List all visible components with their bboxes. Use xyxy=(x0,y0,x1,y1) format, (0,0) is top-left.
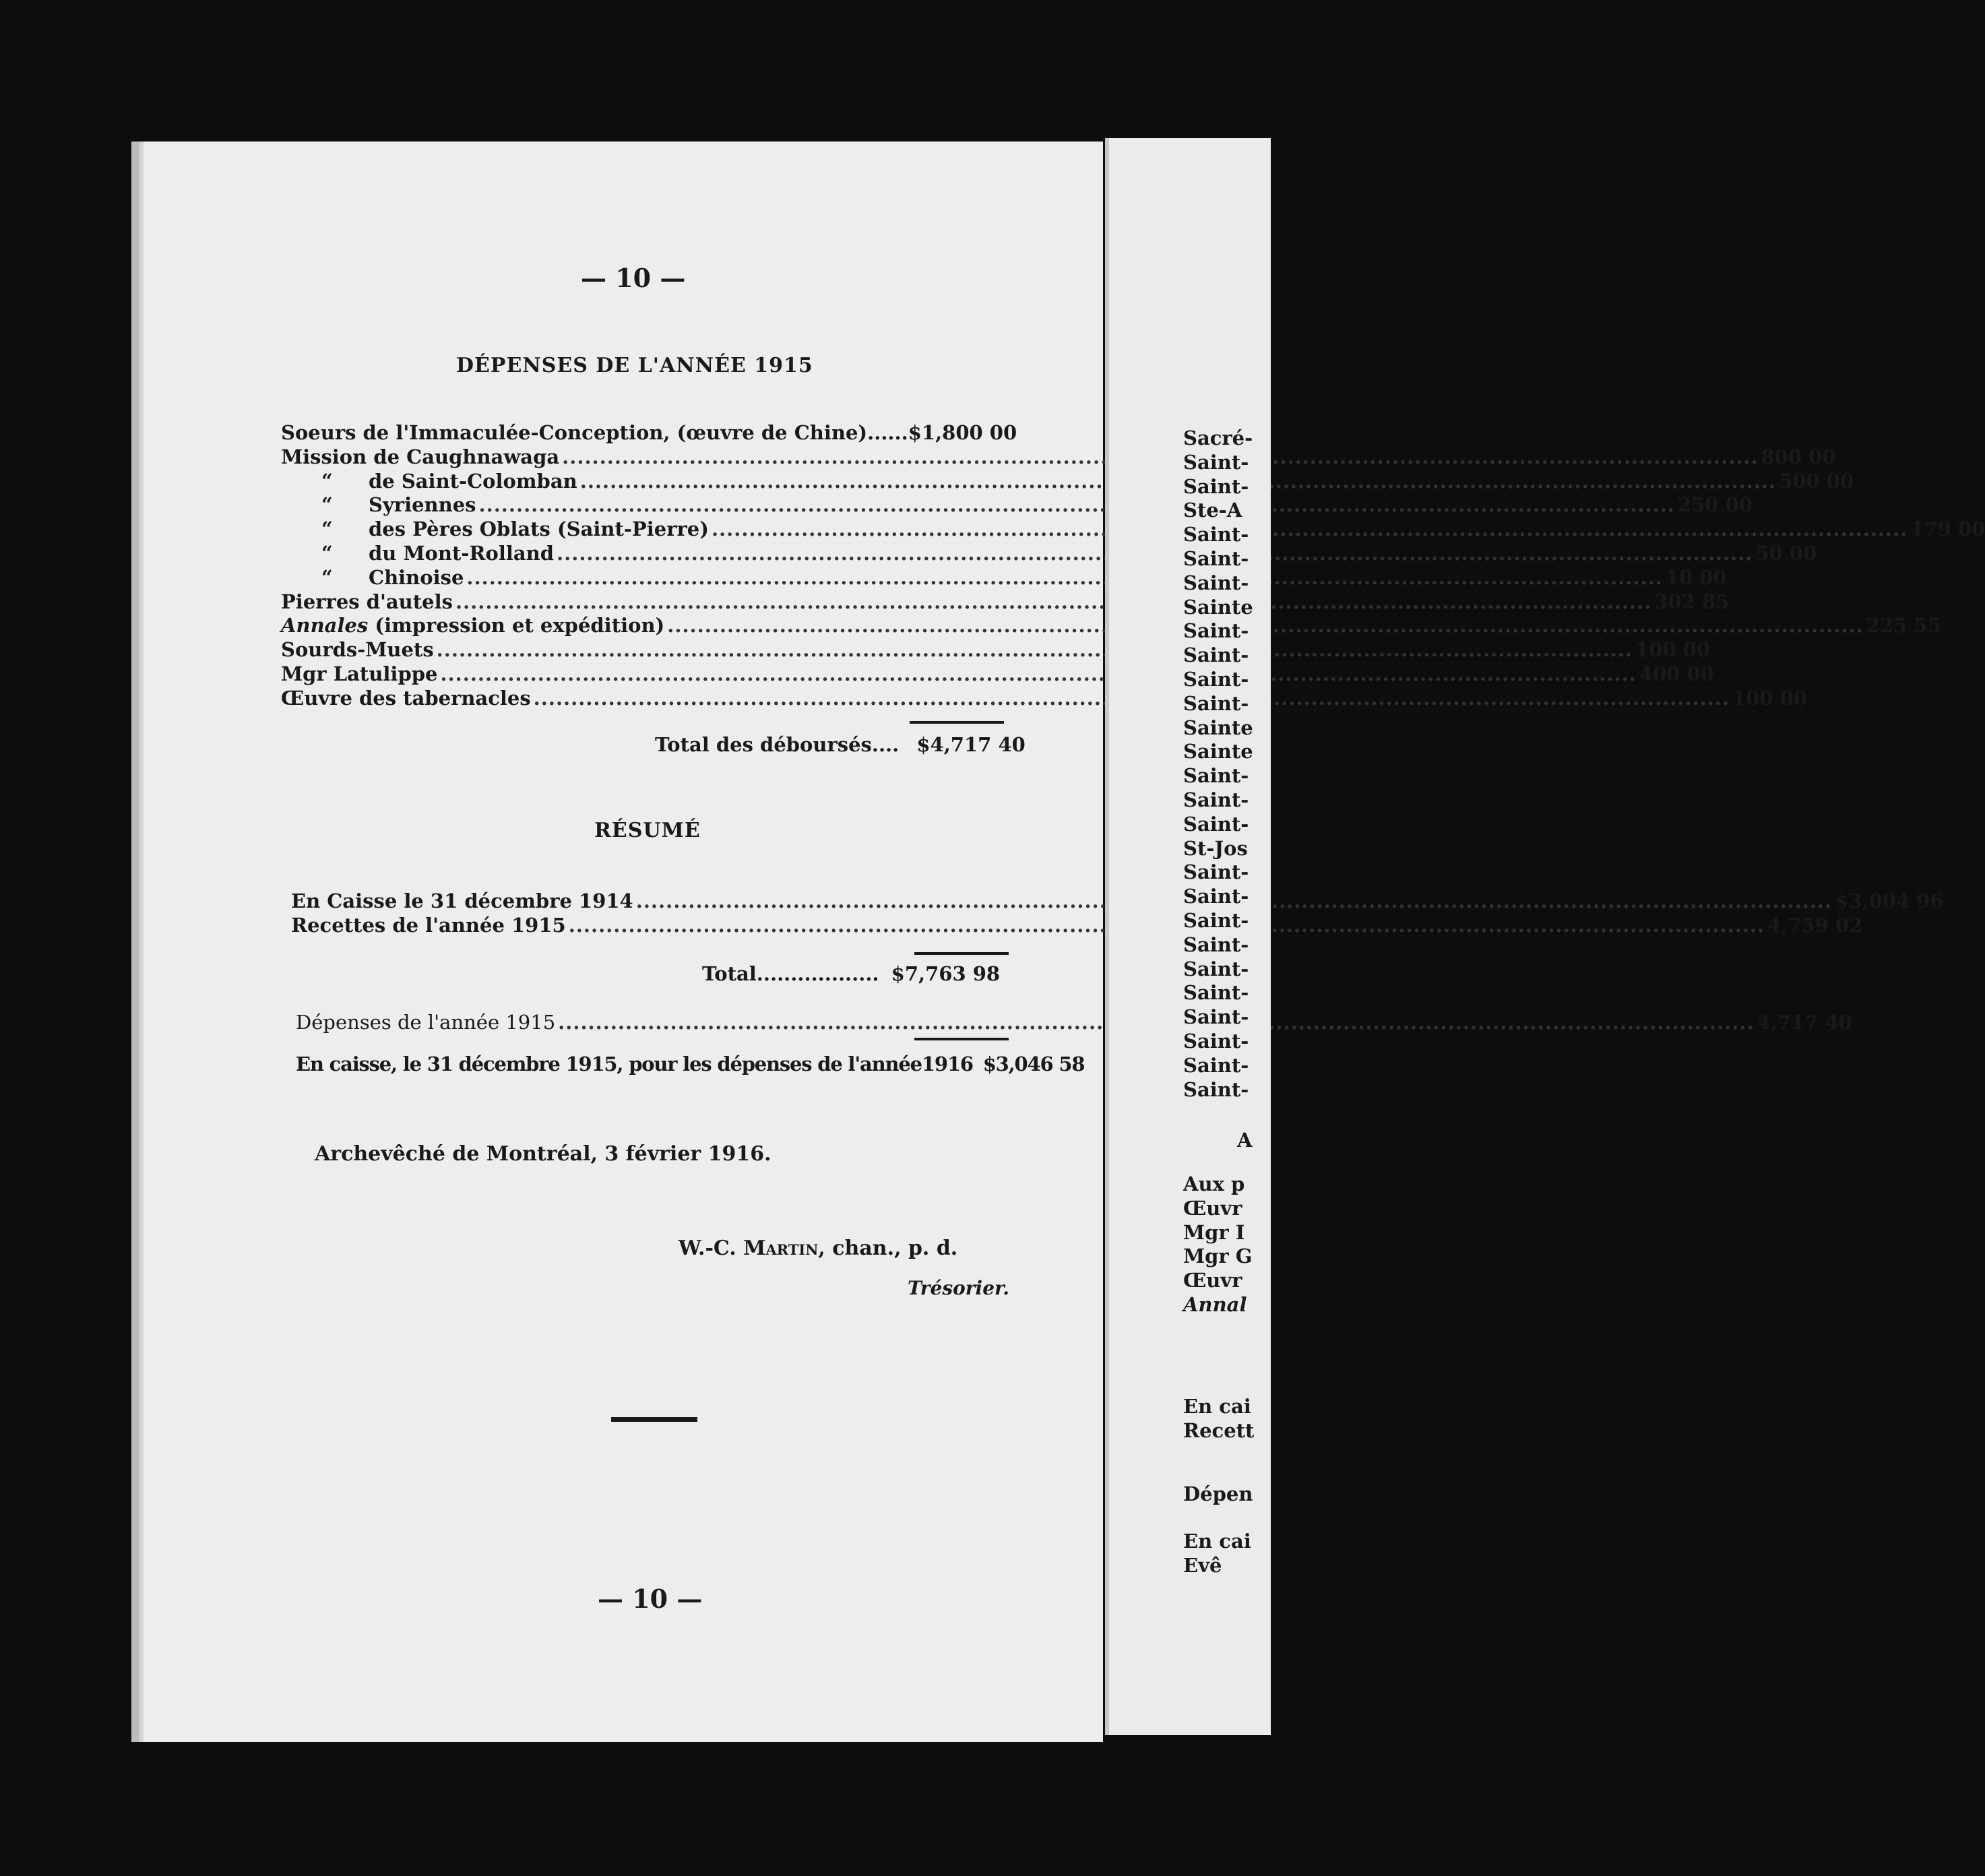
signer-role: Trésorier. xyxy=(908,1277,1009,1299)
right-page-line: Saint- xyxy=(1183,1077,1249,1101)
expense-label: Œuvre des tabernacles xyxy=(281,686,531,710)
expense-label: Mission de Caughnawaga xyxy=(281,445,560,468)
right-page-line: En cai xyxy=(1183,1530,1251,1553)
right-heading-fragment: A xyxy=(1237,1129,1253,1152)
leader-dots xyxy=(434,638,1635,661)
right-page-line: Saint- xyxy=(1183,1029,1249,1053)
expense-label xyxy=(281,614,664,637)
right-page-lines-top xyxy=(1183,427,1253,1102)
right-page-lines-mid xyxy=(1183,1172,1253,1293)
expense-amount: 50 00 xyxy=(1755,541,1817,565)
expense-row xyxy=(281,469,1854,494)
ditto-mark: “ xyxy=(321,541,333,565)
right-page-line: Saint- xyxy=(1183,1005,1249,1029)
balance-amount: $3,046 58 xyxy=(982,1053,1085,1075)
page-number-bottom: — 10 — xyxy=(598,1584,703,1614)
total-disbursed-amount: $4,717 40 xyxy=(916,733,1026,756)
expense-amount: 1,800 00 xyxy=(921,421,1017,444)
expense-label xyxy=(281,470,577,493)
leader-dots xyxy=(476,493,1678,516)
signer-surname: Martin xyxy=(743,1237,819,1260)
leader-dots xyxy=(709,518,1910,540)
right-page-line: Saint- xyxy=(1183,981,1249,1005)
right-page-line: Saint- xyxy=(1183,812,1249,836)
expense-label: Soeurs de l'Immaculée-Conception, (œuvre de Chine)...... xyxy=(281,421,908,444)
summary-label: En Caisse le 31 décembre 1914 xyxy=(291,889,633,912)
summary-amount: 4,759 02 xyxy=(1767,913,1863,937)
expenses-amount: 4,717 40 xyxy=(1757,1011,1852,1034)
expense-amount: 179 00 xyxy=(1910,518,1985,541)
expense-label-text: Chinoise xyxy=(369,565,464,589)
summary-total-line xyxy=(702,962,1000,985)
summary-label: Recettes de l'année 1915 xyxy=(291,913,566,937)
signer-name xyxy=(679,1237,957,1260)
right-page-line: Ste-A xyxy=(1183,499,1242,522)
expense-label-text: (impression et expédition) xyxy=(368,614,665,637)
expense-label: Sourds-Muets xyxy=(281,638,434,662)
balance-rule xyxy=(914,1038,1009,1040)
expense-label xyxy=(281,566,464,589)
expense-label-text: de Saint-Colomban xyxy=(369,469,577,493)
right-page xyxy=(1105,138,1271,1735)
right-page-line: Saint- xyxy=(1183,861,1249,884)
expense-label: Mgr Latulippe xyxy=(281,662,438,685)
right-page-line: Saint- xyxy=(1183,523,1249,546)
total-disbursed-label: Total des déboursés.... xyxy=(655,733,900,756)
expense-amount: 800 00 xyxy=(1761,445,1836,468)
right-page-line: Mgr G xyxy=(1183,1245,1253,1268)
summary-title: RÉSUMÉ xyxy=(594,819,701,842)
currency-symbol: $ xyxy=(908,421,922,444)
expense-amount: 225 55 xyxy=(1866,614,1941,637)
expense-amount: 100 00 xyxy=(1635,638,1711,662)
closing-dash xyxy=(611,1417,697,1422)
expense-label: Pierres d'autels xyxy=(281,590,453,613)
right-page-line: Saint- xyxy=(1183,450,1249,474)
right-page-line: Sainte xyxy=(1183,595,1253,619)
expense-amount: 302 85 xyxy=(1654,590,1730,613)
ditto-mark: “ xyxy=(321,518,333,541)
place-date: Archevêché de Montréal, 3 février 1916. xyxy=(315,1142,771,1166)
right-page-line: Sainte xyxy=(1183,716,1253,739)
ditto-mark: “ xyxy=(321,493,333,517)
expense-amount: 250 00 xyxy=(1677,493,1753,517)
expense-label-text: des Pères Oblats (Saint-Pierre) xyxy=(369,518,709,541)
right-page-line: Saint- xyxy=(1183,644,1249,667)
right-page-line: Œuvr xyxy=(1183,1269,1242,1292)
right-page-line: Saint- xyxy=(1183,667,1249,691)
right-line-italic: Annal xyxy=(1183,1293,1247,1316)
right-page-line: Saint- xyxy=(1183,764,1249,788)
expenses-title: DÉPENSES DE L'ANNÉE 1915 xyxy=(456,354,813,377)
ditto-mark: “ xyxy=(321,565,333,589)
leader-dots xyxy=(437,662,1639,685)
expense-label-text: du Mont-Rolland xyxy=(369,541,555,565)
right-page-line: Saint- xyxy=(1183,474,1249,498)
expense-amount: 100 00 xyxy=(1732,686,1808,710)
summary-rule xyxy=(914,952,1009,955)
leader-dots xyxy=(453,590,1654,613)
right-page-line: Aux p xyxy=(1183,1172,1245,1195)
expenses-label: Dépenses de l'année 1915 xyxy=(296,1011,556,1034)
right-page-lines-bottom xyxy=(1183,1395,1254,1443)
summary-total-amount: $7,763 98 xyxy=(891,962,1001,985)
right-page-line: Evê xyxy=(1183,1553,1222,1577)
right-page-line: Saint- xyxy=(1183,691,1249,715)
right-page-line: Saint- xyxy=(1183,957,1249,980)
right-page-line: Saint- xyxy=(1183,571,1249,594)
right-page-line: Saint- xyxy=(1183,908,1249,932)
right-page-line: Œuvr xyxy=(1183,1196,1242,1220)
signer-initials: W.-C. xyxy=(679,1237,736,1260)
ditto-mark: “ xyxy=(321,469,333,493)
expense-amount: 500 00 xyxy=(1779,469,1854,493)
right-page-line: Saint- xyxy=(1183,885,1249,908)
expense-label xyxy=(281,542,554,565)
total-rule xyxy=(910,721,1004,724)
balance-line xyxy=(296,1053,1084,1075)
signer-suffix: , chan., p. d. xyxy=(818,1237,958,1260)
right-page-line: St-Jos xyxy=(1183,836,1248,860)
right-page-line: Saint- xyxy=(1183,546,1249,570)
right-page-line: Saint- xyxy=(1183,619,1249,643)
summary-amount: $3,004 96 xyxy=(1835,889,1944,912)
page-number-top: — 10 — xyxy=(581,263,686,293)
right-page-lines-final xyxy=(1183,1530,1251,1578)
right-page-line: Recett xyxy=(1183,1418,1255,1442)
right-page-line: Saint- xyxy=(1183,788,1249,811)
expense-row xyxy=(281,421,1017,445)
right-page-line: Saint- xyxy=(1183,1053,1249,1077)
expense-row xyxy=(281,518,1985,542)
right-page-line: En cai xyxy=(1183,1395,1251,1418)
summary-total-label: Total.................. xyxy=(702,962,879,985)
expense-amount: 10 00 xyxy=(1665,565,1727,589)
right-page-line: Sacré- xyxy=(1183,427,1253,449)
right-page-line: Mgr I xyxy=(1183,1220,1245,1244)
right-line-depenses: Dépen xyxy=(1183,1482,1253,1505)
right-page-line: Saint- xyxy=(1183,933,1249,956)
expense-label-italic: Annales xyxy=(281,614,369,637)
expense-label xyxy=(281,518,709,540)
balance-label: En caisse, le 31 décembre 1915, pour les dépenses de l'année1916 xyxy=(296,1053,973,1075)
right-page-line: Sainte xyxy=(1183,740,1253,763)
expense-label xyxy=(281,493,476,516)
expense-amount: 400 00 xyxy=(1639,662,1714,685)
total-disbursed-line xyxy=(655,733,1026,756)
leader-dots xyxy=(464,566,1665,589)
expense-label-text: Syriennes xyxy=(369,493,476,517)
